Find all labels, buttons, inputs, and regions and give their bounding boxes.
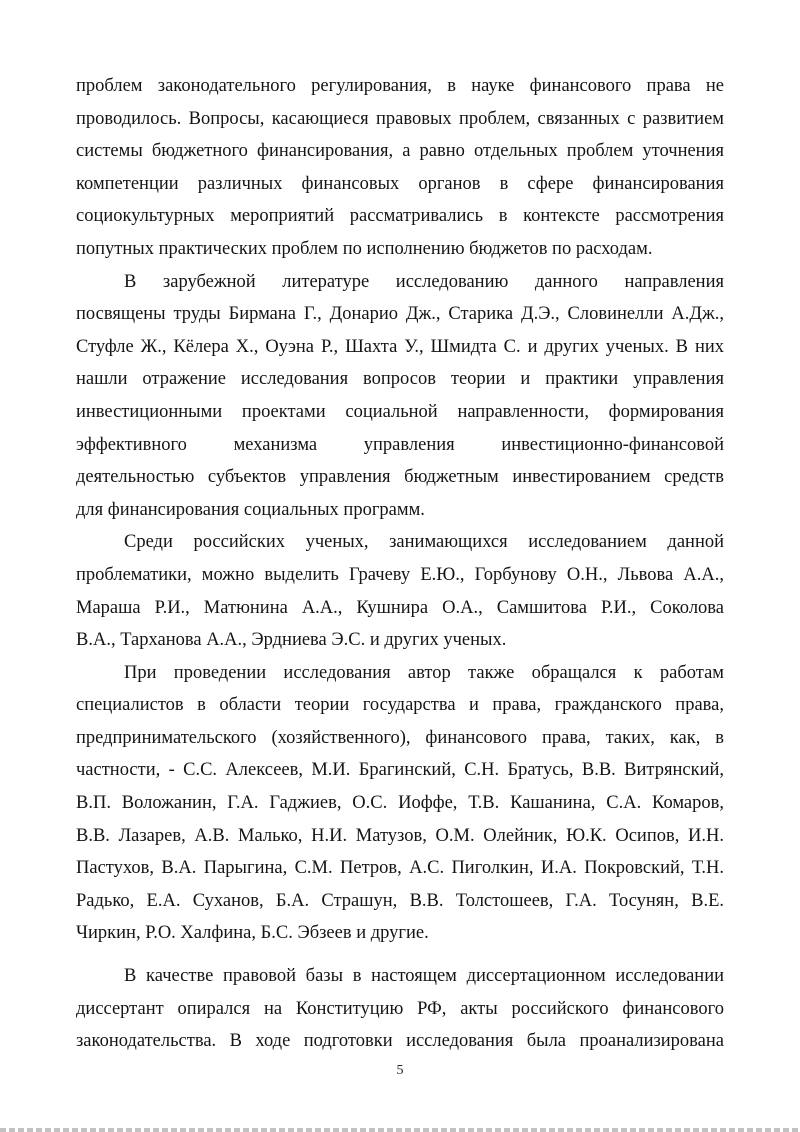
text-line: проблематики, можно выделить Грачеву Е.Ю., Горбунову О.Н., Львова А.А., — [76, 564, 724, 585]
text-line: В.В. Лазарев, А.В. Малько, Н.И. Матузов, О.М. Олейник, Ю.К. Осипов, И.Н. — [76, 825, 724, 846]
text-line: диссертант опирался на Конституцию РФ, акты российского финансового — [76, 998, 724, 1019]
text-line: инвестиционными проектами социальной направленности, формирования — [76, 401, 724, 422]
text-line: эффективного механизма управления инвестиционно-финансовой — [76, 434, 724, 455]
text-line: В.А., Тарханова А.А., Эрдниева Э.С. и других ученых. — [76, 630, 507, 651]
text-line: Чиркин, Р.О. Халфина, Б.С. Эбзеев и другие. — [76, 923, 429, 944]
text-line: В зарубежной литературе исследованию данного направления — [124, 271, 724, 292]
text-line: посвящены труды Бирмана Г., Донарио Дж., Старика Д.Э., Словинелли А.Дж., — [76, 304, 724, 325]
text-line: Стуфле Ж., Кёлера Х., Оуэна Р., Шахта У., Шмидта С. и других ученых. В них — [76, 336, 724, 357]
text-line: Радько, Е.А. Суханов, Б.А. Страшун, В.В. Толстошеев, Г.А. Тосунян, В.Е. — [76, 890, 724, 911]
text-line: для финансирования социальных программ. — [76, 499, 425, 520]
paragraph-spacer — [76, 950, 724, 960]
text-line: системы бюджетного финансирования, а равно отдельных проблем уточнения — [76, 141, 724, 162]
paragraph — [76, 70, 724, 266]
text-line: деятельностью субъектов управления бюджетным инвестированием средств — [76, 467, 724, 488]
text-line: попутных практических проблем по исполнению бюджетов по расходам. — [76, 238, 653, 259]
text-line: Мараша Р.И., Матюнина А.А., Кушнира О.А., Самшитова Р.И., Соколова — [76, 597, 724, 618]
text-line: специалистов в области теории государства и права, гражданского права, — [76, 695, 724, 716]
paragraph — [76, 526, 724, 656]
text-line: компетенции различных финансовых органов в сфере финансирования — [76, 173, 724, 194]
text-line: В.П. Воложанин, Г.А. Гаджиев, О.С. Иоффе, Т.В. Кашанина, С.А. Комаров, — [76, 793, 724, 814]
paragraph — [76, 266, 724, 527]
text-line: предпринимательского (хозяйственного), финансового права, таких, как, в — [76, 727, 724, 748]
text-line: законодательства. В ходе подготовки исследования была проанализирована — [76, 1031, 724, 1052]
text-line: частности, - С.С. Алексеев, М.И. Брагинский, С.Н. Братусь, В.В. Витрянский, — [76, 760, 724, 781]
paragraph — [76, 657, 724, 950]
paragraph — [76, 960, 724, 1058]
document-body — [76, 70, 724, 1058]
page-number: 5 — [396, 1063, 404, 1078]
text-line: В качестве правовой базы в настоящем диссертационном исследовании — [124, 966, 724, 987]
text-line: проводилось. Вопросы, касающиеся правовых проблем, связанных с развитием — [76, 108, 724, 129]
text-line: Пастухов, В.А. Парыгина, С.М. Петров, А.С. Пиголкин, И.А. Покровский, Т.Н. — [76, 858, 724, 879]
text-line: Среди российских ученых, занимающихся исследованием данной — [124, 532, 724, 553]
text-line: социокультурных мероприятий рассматривались в контексте рассмотрения — [76, 206, 724, 227]
text-line: При проведении исследования автор также обращался к работам — [124, 662, 724, 683]
text-line: нашли отражение исследования вопросов теории и практики управления — [76, 369, 724, 390]
text-line: проблем законодательного регулирования, в науке финансового права не — [76, 76, 724, 96]
scan-edge-artifact — [0, 1128, 800, 1132]
